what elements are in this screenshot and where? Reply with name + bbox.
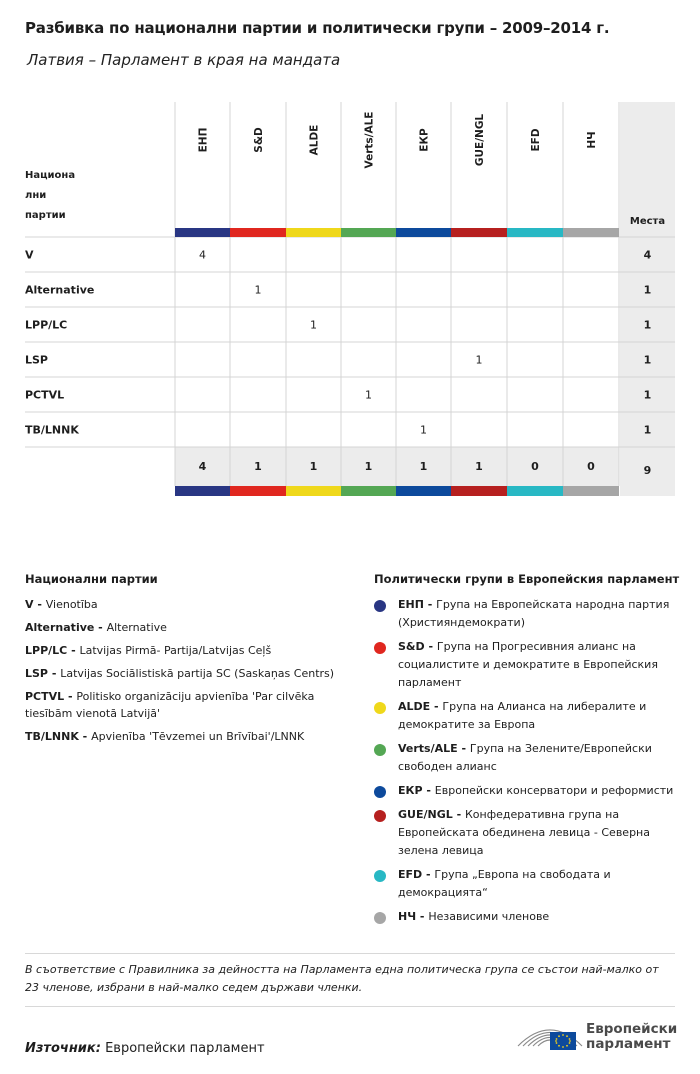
group-legend-header: Политически групи в Европейския парламент [374,572,680,586]
group-color-dot-icon [374,744,386,756]
party-legend-item [25,596,355,613]
group-header-label: S&D [253,127,265,153]
row-seat-total: 1 [643,388,652,402]
group-legend-item [374,596,684,632]
cell-value: 1 [420,423,427,437]
group-legend-abbr: НЧ - [398,910,429,923]
group-total: 1 [364,460,373,473]
group-legend-item [374,782,684,800]
row-seat-total: 1 [643,318,652,332]
source-line [25,1041,265,1056]
party-legend-abbr: PCTVL - [25,690,77,703]
party-legend-name: Latvijas Pirmā- Partija/Latvijas Ceļš [79,644,272,657]
cell-value: 1 [365,388,372,402]
divider-top [25,953,675,954]
row-seat-total: 1 [643,423,652,437]
group-color-bar-top [341,228,396,237]
party-legend-item [25,619,355,636]
group-total: 0 [587,460,595,473]
party-legend-header: Национални партии [25,572,158,586]
group-legend-name: Група „Европа на свободата и демокрацията“ [398,868,611,899]
party-legend-abbr: V - [25,598,46,611]
group-color-bar-top [451,228,507,237]
group-total: 1 [475,460,483,473]
page-subtitle: Латвия – Парламент в края на мандата [27,51,341,69]
group-legend [374,572,684,932]
party-row-label: Alternative [25,283,95,297]
group-total: 4 [198,460,207,473]
group-color-dot-icon [374,870,386,882]
group-color-bar-top [396,228,451,237]
party-legend-abbr: LPP/LC - [25,644,80,657]
group-color-bar-top [175,228,230,237]
row-seat-total: 1 [643,283,652,297]
seats-header-label: Места [629,216,666,227]
group-color-dot-icon [374,810,386,822]
party-legend-name: Apvienība 'Tēvzemei un Brīvībai'/LNNK [91,730,305,743]
group-color-bar-bottom [451,486,507,496]
row-header-label: партии [25,210,66,221]
party-legend-item [25,642,355,659]
totals-row-bg [175,447,619,486]
group-header-label: ALDE [308,124,321,156]
group-header-label: EFD [530,128,542,152]
group-legend-item [374,638,684,692]
group-total: 1 [309,460,318,473]
group-legend-name: Група на Алианса на либералите и демократите за Европа [398,700,647,731]
divider-bottom [25,1006,675,1007]
seats-column-bg [620,102,675,496]
group-legend-item [374,908,684,926]
party-legend-name: Alternative [106,621,167,634]
group-legend-name: Европейски консерватори и реформисти [434,784,674,797]
grand-total: 9 [643,464,652,477]
group-color-bar-top [286,228,341,237]
party-row-label: LSP [25,353,48,367]
party-legend-name: Politisko organizāciju apvienība 'Par cilvēka tiesībām vienotā Latvijā' [25,690,315,720]
group-color-bar-top [230,228,286,237]
group-color-bar-bottom [230,486,286,496]
party-legend-abbr: LSP - [25,667,61,680]
page-title: Разбивка по национални партии и политически групи – 2009–2014 г. [25,19,610,37]
group-header-label: GUE/NGL [474,113,486,167]
party-row-label: V [25,248,34,262]
group-color-bar-bottom [175,486,230,496]
footnote: В съответствие с Правилника за дейността на Парламента една политическа група се състои най-малко от 23 членове, избрани в най-малко седем държави членки. [25,963,659,994]
group-color-dot-icon [374,912,386,924]
group-legend-name: Независими членове [428,910,550,923]
group-legend-abbr: GUE/NGL - [398,808,465,821]
party-row-label: TB/LNNK [25,423,79,437]
party-row-label: PCTVL [25,388,65,402]
group-header-label: ЕКР [418,128,431,152]
group-color-bar-bottom [396,486,451,496]
group-legend-name: Група на Зелените/Европейски свободен алианс [398,742,652,773]
row-seat-total: 1 [643,353,652,367]
cell-value: 1 [310,318,317,332]
group-color-dot-icon [374,600,386,612]
group-legend-abbr: ЕНП - [398,598,437,611]
source-label: Източник: [25,1041,101,1056]
group-legend-name: Група на Европейската народна партия (Християндемократи) [398,598,670,629]
group-total: 0 [531,460,539,473]
group-legend-item [374,866,684,902]
party-legend-name: Latvijas Sociālistiskā partija SC (Saskaņas Centrs) [60,667,335,680]
party-legend-abbr: TB/LNNK - [25,730,92,743]
group-header-label: Verts/ALE [363,111,376,169]
party-legend-item [25,728,355,745]
cell-value: 4 [199,248,206,262]
group-color-bar-bottom [286,486,341,496]
group-legend-name: Група на Прогресивния алианс на социалистите и демократите в Европейския парламент [398,640,658,689]
cell-value: 1 [254,283,262,297]
group-legend-item [374,806,684,860]
group-color-bar-top [507,228,563,237]
party-legend-item [25,665,355,682]
group-color-bar-bottom [563,486,619,496]
group-header-label: НЧ [586,131,598,149]
party-legend-abbr: Alternative - [25,621,107,634]
group-total: 1 [254,460,262,473]
group-color-dot-icon [374,642,386,654]
group-color-bar-bottom [507,486,563,496]
group-legend-abbr: Verts/ALE - [398,742,470,755]
group-total: 1 [419,460,428,473]
group-color-dot-icon [374,786,386,798]
group-color-bar-bottom [341,486,396,496]
party-row-label: LPP/LC [25,318,68,332]
group-legend-abbr: ALDE - [398,700,443,713]
party-legend-name: Vienotība [45,598,98,611]
row-seat-total: 4 [643,248,652,262]
source-text: Европейски парламент [105,1041,265,1056]
group-legend-abbr: EFD - [398,868,435,881]
group-legend-name: Конфедеративна група на Европейската обединена левица - Северна зелена левица [398,808,650,857]
group-legend-item [374,740,684,776]
group-header-label: ЕНП [197,127,210,153]
group-legend-item [374,698,684,734]
group-color-bar-top [563,228,619,237]
row-header-label: Национа [25,170,76,181]
group-legend-abbr: ЕКР - [398,784,435,797]
group-legend-abbr: S&D - [398,640,437,653]
group-color-dot-icon [374,702,386,714]
party-legend [25,572,355,751]
cell-value: 1 [475,353,483,367]
logo-text: Европейски парламент [586,1021,678,1052]
row-header-label: лни [25,190,47,201]
party-legend-item [25,688,355,722]
seats-table [0,0,700,520]
